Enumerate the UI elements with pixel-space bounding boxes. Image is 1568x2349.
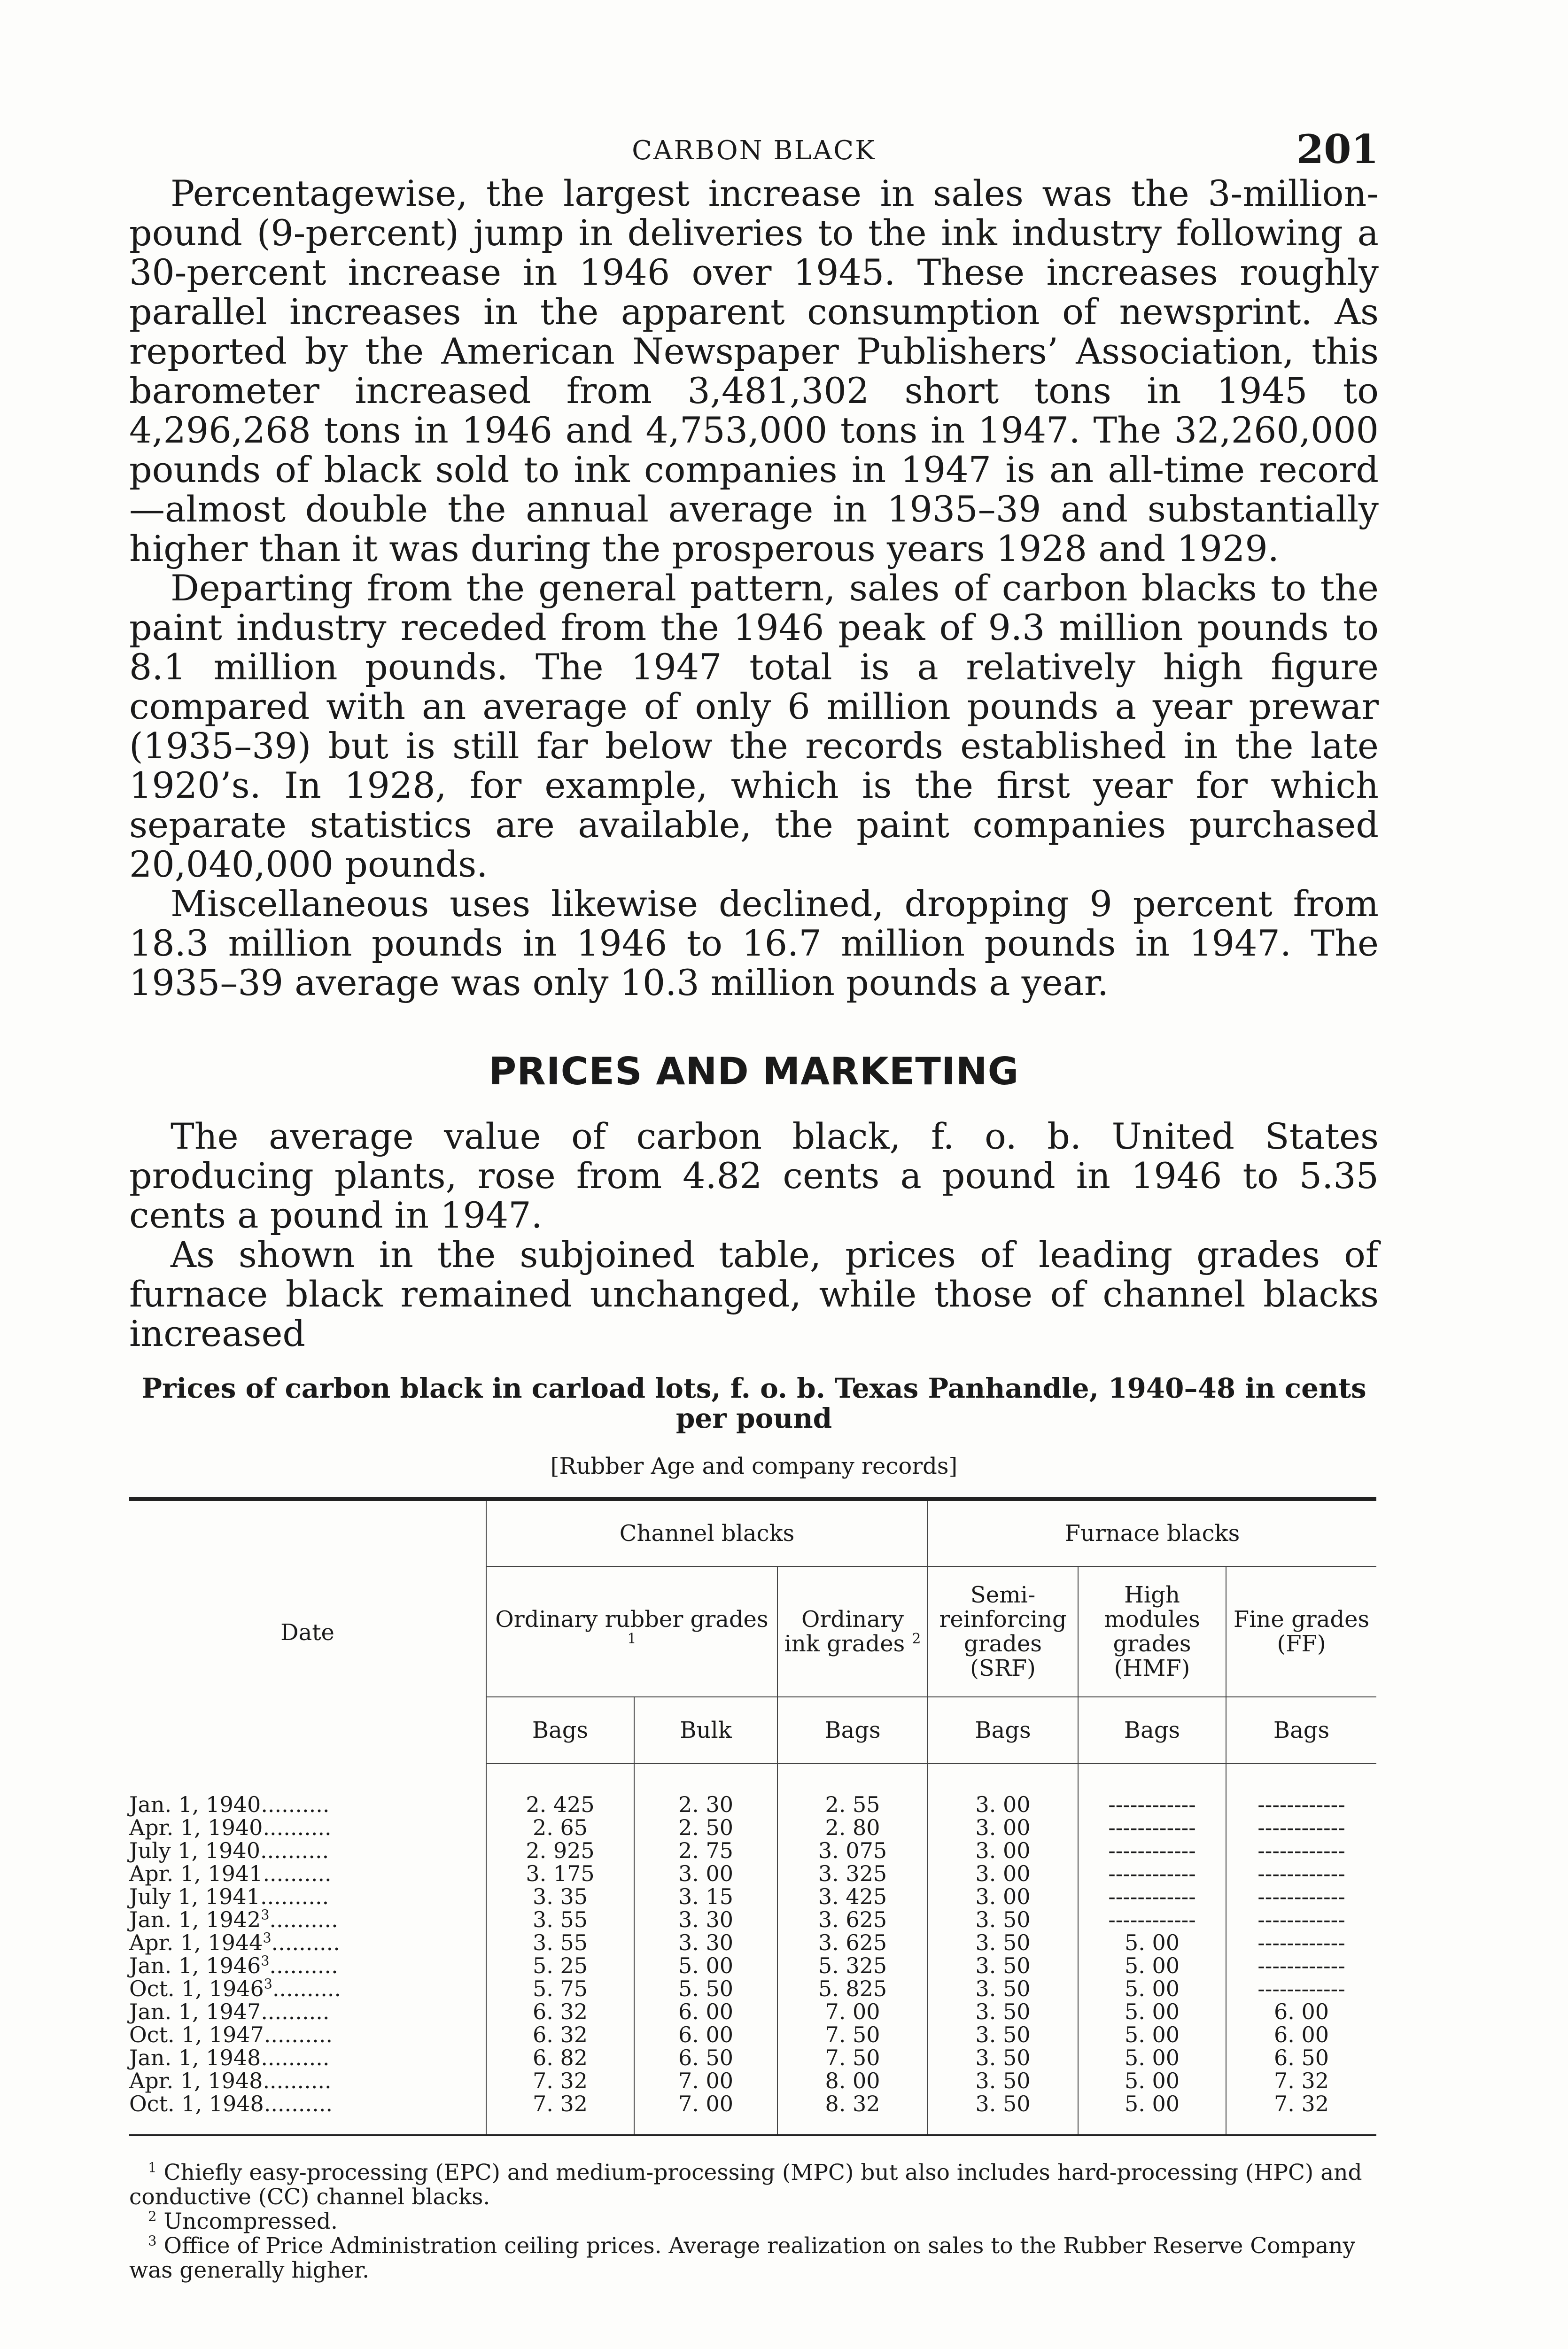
cell-rubber-bulk: 2. 75 [634,1839,777,1862]
footnote-mark: 3 [263,1930,272,1946]
cell-ff: ------------ [1226,1839,1376,1862]
price-table [129,1497,1376,2136]
cell-srf: 3. 00 [928,1764,1078,1816]
cell-rubber-bags: 6. 32 [486,2000,634,2023]
cell-rubber-bags: 5. 75 [486,1977,634,2000]
cell-ff: ------------ [1226,1908,1376,1931]
footnote: $^3$ Office of Price Administration ceiling prices. Average realization on sales to the Rubber Reserve Company was generally higher. [129,2232,1356,2283]
cell-rubber-bags: 3. 175 [486,1862,634,1885]
col-group-channel-blacks: Channel blacks [486,1501,928,1566]
cell-hmf: 5. 00 [1078,2092,1226,2135]
col-group-furnace-blacks: Furnace blacks [928,1501,1376,1566]
cell-hmf: 5. 00 [1078,2046,1226,2069]
cell-rubber-bags: 3. 35 [486,1885,634,1908]
table-row [129,1885,1376,1908]
col-header-bags: Bags [486,1697,634,1764]
cell-ff: ------------ [1226,1954,1376,1977]
cell-hmf: ------------ [1078,1885,1226,1908]
page-header [129,117,1379,174]
cell-date: Jan. 1, 1940.......... [129,1791,330,1817]
cell-rubber-bulk: 3. 00 [634,1862,777,1885]
footnote-mark: 3 [261,1953,270,1969]
cell-ff: 6. 00 [1226,2023,1376,2046]
cell-rubber-bags: 3. 55 [486,1931,634,1954]
cell-ff: 7. 32 [1226,2069,1376,2092]
cell-date: Apr. 1, 1941.......... [129,1861,332,1886]
cell-date: Oct. 1, 1947.......... [129,2022,333,2047]
cell-ff: ------------ [1226,1862,1376,1885]
cell-ff: ------------ [1226,1931,1376,1954]
footnote-mark: 3 [261,1907,270,1923]
cell-ink-bags: 2. 80 [777,1816,928,1839]
cell-date: Oct. 1, 1948.......... [129,2091,333,2116]
cell-hmf: ------------ [1078,1816,1226,1839]
col-header-bags: Bags [777,1697,928,1764]
cell-rubber-bags: 2. 425 [486,1764,634,1816]
cell-hmf: ------------ [1078,1764,1226,1816]
table-row [129,1977,1376,2000]
cell-rubber-bulk: 7. 00 [634,2092,777,2135]
cell-date: Jan. 1, 1942$^3$.......... [129,1907,338,1932]
cell-rubber-bulk: 5. 00 [634,1954,777,1977]
table-row [129,1908,1376,1931]
paragraph: Departing from the general pattern, sales of carbon blacks to the paint industry receded from the 1946 peak of 9.3 million pounds to 8.1 million pounds. The 1947 total is a relatively high figure compared with an average of only 6 million pounds a year prewar (1935–39) but is still far below the records established in the late 1920’s. In 1928, for example, which is the first year for which separate statistics are available, the paint companies purchased 20,040,000 pounds. [129,567,1379,885]
running-head: CARBON BLACK [632,135,876,166]
cell-date: July 1, 1940.......... [129,1838,329,1863]
cell-rubber-bulk: 6. 00 [634,2000,777,2023]
cell-ff: ------------ [1226,1977,1376,2000]
page [129,117,1379,2283]
table-row [129,1954,1376,1977]
cell-srf: 3. 50 [928,2069,1078,2092]
footnote: $^1$ Chiefly easy-processing (EPC) and medium-processing (MPC) but also includes hard-processing (HPC) and conductive (CC) channel blacks. [129,2159,1362,2210]
table-row [129,2069,1376,2092]
cell-srf: 3. 00 [928,1885,1078,1908]
cell-ff: ------------ [1226,1816,1376,1839]
col-header-bulk: Bulk [634,1697,777,1764]
table-source: [Rubber Age and company records] [550,1453,958,1479]
cell-ink-bags: 3. 425 [777,1885,928,1908]
cell-hmf: 5. 00 [1078,1977,1226,2000]
cell-hmf: 5. 00 [1078,2000,1226,2023]
col-header-ff: Fine grades (FF) [1226,1566,1376,1697]
cell-ff: ------------ [1226,1764,1376,1816]
col-header-hmf: High modules grades (HMF) [1078,1566,1226,1697]
table-row [129,1862,1376,1885]
cell-date: Jan. 1, 1946$^3$.......... [129,1953,338,1978]
col-header-bags: Bags [1226,1697,1376,1764]
cell-srf: 3. 00 [928,1839,1078,1862]
paragraph: As shown in the subjoined table, prices of leading grades of furnace black remained unchanged, while those of channel blacks increased [129,1234,1379,1354]
page-number: 201 [1296,126,1379,172]
table-row [129,2046,1376,2069]
col-header-bags: Bags [928,1697,1078,1764]
cell-hmf: ------------ [1078,1839,1226,1862]
cell-rubber-bulk: 5. 50 [634,1977,777,2000]
cell-rubber-bags: 6. 82 [486,2046,634,2069]
footnote: $^2$ Uncompressed. [148,2208,338,2234]
paragraph: Miscellaneous uses likewise declined, dropping 9 percent from 18.3 million pounds in 1946 to 16.7 million pounds in 1947. The 1935–39 average was only 10.3 million pounds a year. [129,883,1379,1003]
paragraph: The average value of carbon black, f. o. b. United States producing plants, rose from 4.82 cents a pound in 1946 to 5.35 cents a pound in 1947. [129,1115,1379,1236]
cell-srf: 3. 50 [928,2046,1078,2069]
cell-rubber-bulk: 6. 00 [634,2023,777,2046]
footnote-mark: 1 [627,1631,637,1647]
cell-rubber-bulk: 3. 30 [634,1931,777,1954]
cell-ink-bags: 8. 32 [777,2092,928,2135]
table-row [129,1764,1376,1816]
cell-srf: 3. 50 [928,2092,1078,2135]
cell-srf: 3. 50 [928,1954,1078,1977]
cell-ink-bags: 2. 55 [777,1764,928,1816]
cell-ink-bags: 7. 50 [777,2023,928,2046]
cell-ink-bags: 3. 325 [777,1862,928,1885]
cell-ink-bags: 5. 825 [777,1977,928,2000]
cell-rubber-bulk: 3. 15 [634,1885,777,1908]
cell-hmf: ------------ [1078,1908,1226,1931]
col-header-date: Date [280,1619,334,1646]
table-title: Prices of carbon black in carload lots, f. o. b. Texas Panhandle, 1940–48 in cents per pound [141,1372,1366,1434]
cell-ff: 6. 50 [1226,2046,1376,2069]
cell-hmf: 5. 00 [1078,2069,1226,2092]
cell-date: Oct. 1, 1946$^3$.......... [129,1976,342,2001]
table-row [129,1931,1376,1954]
cell-rubber-bulk: 3. 30 [634,1908,777,1931]
cell-srf: 3. 50 [928,1908,1078,1931]
cell-date: Apr. 1, 1944$^3$.......... [129,1930,340,1955]
table-body [129,1764,1376,2135]
cell-date: Apr. 1, 1940.......... [129,1815,332,1840]
cell-rubber-bags: 7. 32 [486,2069,634,2092]
cell-rubber-bulk: 6. 50 [634,2046,777,2069]
cell-date: Jan. 1, 1948.......... [129,2045,330,2070]
cell-ink-bags: 7. 50 [777,2046,928,2069]
cell-srf: 3. 50 [928,2023,1078,2046]
cell-hmf: 5. 00 [1078,1954,1226,1977]
cell-srf: 3. 50 [928,1977,1078,2000]
table-row [129,2023,1376,2046]
cell-hmf: 5. 00 [1078,2023,1226,2046]
cell-rubber-bags: 2. 65 [486,1816,634,1839]
table-row [129,1816,1376,1839]
cell-rubber-bags: 5. 25 [486,1954,634,1977]
footnotes [129,2161,1379,2283]
cell-ff: 7. 32 [1226,2092,1376,2135]
cell-ink-bags: 7. 00 [777,2000,928,2023]
table-row [129,1839,1376,1862]
cell-hmf: ------------ [1078,1862,1226,1885]
cell-ink-bags: 3. 625 [777,1931,928,1954]
cell-srf: 3. 00 [928,1862,1078,1885]
cell-hmf: 5. 00 [1078,1931,1226,1954]
paragraph: Percentagewise, the largest increase in sales was the 3-million-pound (9-percent) jump in deliveries to the ink industry following a 30-percent increase in 1946 over 1945. These increases roughly parallel increases in the apparent consumption of newsprint. As reported by the American Newspaper Publishers’ Association, this barometer increased from 3,481,302 short tons in 1945 to 4,296,268 tons in 1946 and 4,753,000 tons in 1947. The 32,260,000 pounds of black sold to ink companies in 1947 is an all-time record—almost double the annual average in 1935–39 and substantially higher than it was during the prosperous years 1928 and 1929. [129,172,1379,569]
footnote-mark: 3 [264,1976,272,1992]
section-heading: PRICES AND MARKETING [489,1050,1019,1093]
cell-rubber-bulk: 2. 50 [634,1816,777,1839]
cell-rubber-bags: 7. 32 [486,2092,634,2135]
cell-srf: 3. 50 [928,1931,1078,1954]
cell-ff: 6. 00 [1226,2000,1376,2023]
cell-rubber-bulk: 7. 00 [634,2069,777,2092]
cell-ff: ------------ [1226,1885,1376,1908]
col-header-srf: Semi-reinforcing grades (SRF) [928,1566,1078,1697]
cell-rubber-bags: 2. 925 [486,1839,634,1862]
cell-srf: 3. 00 [928,1816,1078,1839]
cell-date: July 1, 1941.......... [129,1884,329,1909]
cell-ink-bags: 3. 625 [777,1908,928,1931]
cell-srf: 3. 50 [928,2000,1078,2023]
col-header-ordinary-ink: Ordinary ink grades $^2$ [777,1566,928,1697]
cell-rubber-bulk: 2. 30 [634,1764,777,1816]
table-row [129,2092,1376,2135]
footnote-mark: 2 [912,1631,921,1647]
cell-ink-bags: 8. 00 [777,2069,928,2092]
col-header-ordinary-rubber: Ordinary rubber grades $^1$ [486,1566,777,1697]
cell-ink-bags: 5. 325 [777,1954,928,1977]
table-row [129,2000,1376,2023]
cell-ink-bags: 3. 075 [777,1839,928,1862]
cell-date: Jan. 1, 1947.......... [129,1999,330,2024]
cell-rubber-bags: 6. 32 [486,2023,634,2046]
cell-date: Apr. 1, 1948.......... [129,2068,332,2093]
col-header-bags: Bags [1078,1697,1226,1764]
cell-rubber-bags: 3. 55 [486,1908,634,1931]
